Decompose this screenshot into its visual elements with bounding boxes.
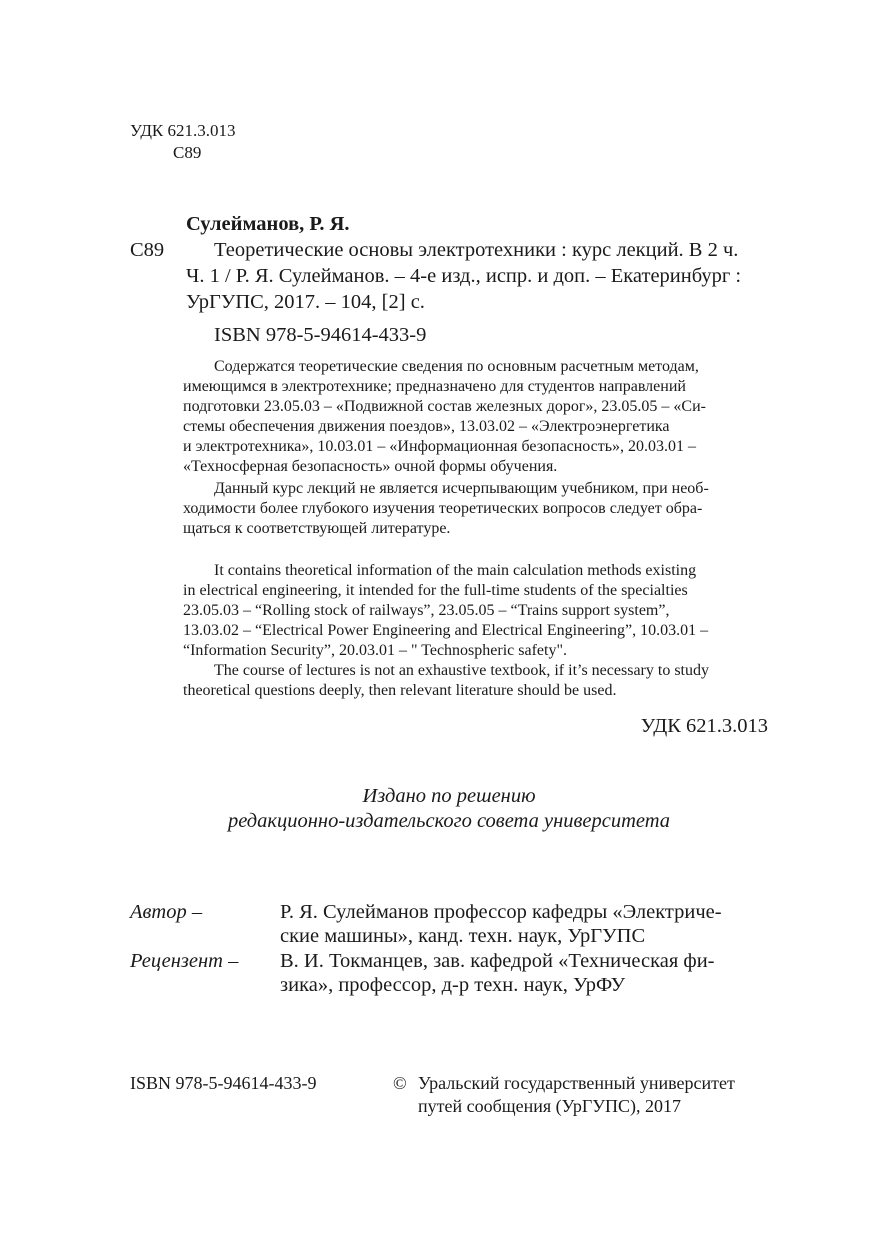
abstract-en-line: The course of lectures is not an exhaustive textbook, if it’s necessary to study [214, 662, 709, 679]
abstract-en-line: 23.05.03 – “Rolling stock of railways”, 23.05.05 – “Trains support system”, [183, 602, 670, 619]
record-isbn: ISBN 978-5-94614-433-9 [214, 324, 427, 346]
abstract-en-udc: УДК 621.3.013 [640, 715, 768, 737]
author-heading: Сулейманов, Р. Я. [186, 213, 350, 235]
author-label: Автор – [130, 901, 203, 923]
publication-note-line-1: Издано по решению [362, 785, 536, 807]
udc-code: УДК 621.3.013 [130, 121, 236, 140]
abstract-ru-line: стемы обеспечения движения поездов», 13.03.02 – «Электроэнергетика [183, 418, 670, 435]
abstract-ru-line: подготовки 23.05.03 – «Подвижной состав железных дорог», 23.05.05 – «Си- [183, 398, 706, 415]
abstract-ru-line: Данный курс лекций не является исчерпывающим учебником, при необ- [214, 480, 709, 497]
footer-isbn: ISBN 978-5-94614-433-9 [130, 1073, 317, 1093]
abstract-ru-line: имеющимся в электротехнике; предназначено для студентов направлений [183, 378, 686, 395]
copyright-line-1: Уральский государственный университет [418, 1073, 735, 1093]
reviewer-line-1: В. И. Токманцев, зав. кафедрой «Техническая фи- [280, 950, 715, 972]
abstract-en-line: in electrical engineering, it intended for the full-time students of the specialties [183, 582, 688, 599]
record-mark: С89 [130, 239, 165, 261]
author-line-1: Р. Я. Сулейманов профессор кафедры «Электриче- [280, 901, 722, 923]
copyright-symbol: © [393, 1073, 407, 1093]
record-title-line-3: УрГУПС, 2017. – 104, [2] с. [186, 291, 425, 313]
abstract-en-line: It contains theoretical information of the main calculation methods existing [214, 562, 697, 579]
abstract-ru-line: Содержатся теоретические сведения по основным расчетным методам, [214, 358, 699, 375]
abstract-en-line: 13.03.02 – “Electrical Power Engineering and Electrical Engineering”, 10.03.01 – [183, 622, 709, 639]
udc-author-mark: С89 [173, 143, 202, 162]
abstract-ru-line: и электротехника», 10.03.01 – «Информационная безопасность», 20.03.01 – [183, 438, 697, 455]
publication-note-line-2: редакционно-издательского совета университета [227, 810, 671, 832]
abstract-en-line: theoretical questions deeply, then relevant literature should be used. [183, 682, 617, 699]
abstract-ru-line: ходимости более глубокого изучения теоретических вопросов следует обра- [183, 500, 703, 517]
record-title-line-1: Теоретические основы электротехники : курс лекций. В 2 ч. [214, 239, 739, 261]
copyright-line-2: путей сообщения (УрГУПС), 2017 [418, 1096, 681, 1116]
abstract-ru-line: «Техносферная безопасность» очной формы обучения. [183, 458, 558, 475]
reviewer-label: Рецензент – [130, 950, 239, 972]
abstract-en-line: “Information Security”, 20.03.01 – " Technospheric safety". [183, 642, 567, 659]
abstract-ru-line: щаться к соответствующей литературе. [183, 520, 451, 537]
reviewer-line-2: зика», профессор, д-р техн. наук, УрФУ [280, 974, 626, 996]
author-line-2: ские машины», канд. техн. наук, УрГУПС [280, 925, 646, 947]
record-title-line-2: Ч. 1 / Р. Я. Сулейманов. – 4-е изд., испр. и доп. – Екатеринбург : [186, 265, 742, 287]
